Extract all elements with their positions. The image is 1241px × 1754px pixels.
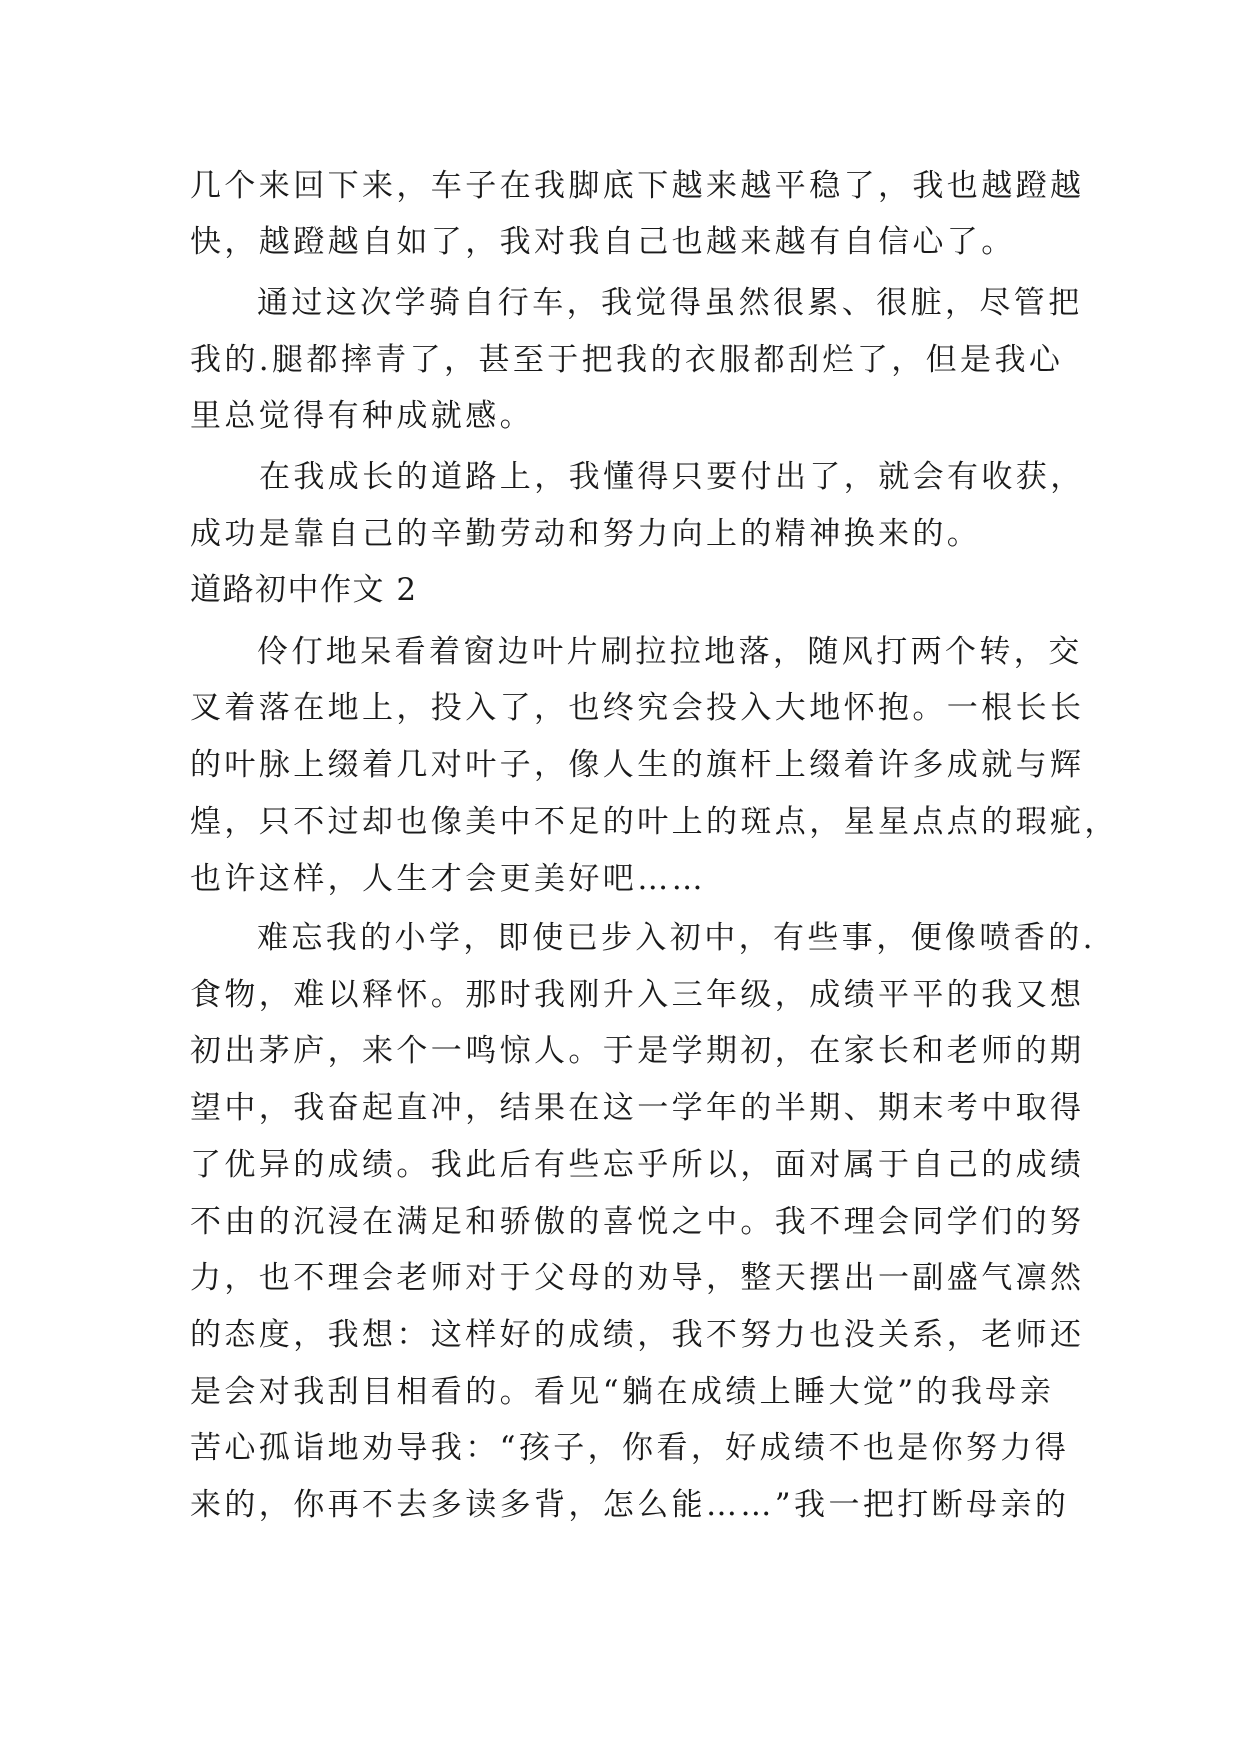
text-line: 我的.腿都摔青了，甚至于把我的衣服都刮烂了，但是我心 xyxy=(190,342,1064,378)
text-line: 通过这次学骑自行车，我觉得虽然很累、很脏，尽管把 xyxy=(257,285,1083,321)
text-line: 几个来回下来，车子在我脚底下越来越平稳了，我也越蹬越 xyxy=(190,168,1085,204)
text-line: 不由的沉浸在满足和骄傲的喜悦之中。我不理会同学们的努 xyxy=(190,1204,1085,1240)
text-line: 叉着落在地上，投入了，也终究会投入大地怀抱。一根长长 xyxy=(190,690,1085,726)
text-line: 的态度，我想：这样好的成绩，我不努力也没关系，老师还 xyxy=(190,1317,1085,1353)
section-heading: 道路初中作文 2 xyxy=(190,572,418,608)
text-line: 食物，难以释怀。那时我刚升入三年级，成绩平平的我又想 xyxy=(190,977,1085,1013)
text-line: 在我成长的道路上，我懂得只要付出了，就会有收获， xyxy=(259,459,1085,495)
text-line: 的叶脉上缀着几对叶子，像人生的旗杆上缀着许多成就与辉 xyxy=(190,747,1085,783)
text-line: 望中，我奋起直冲，结果在这一学年的半期、期末考中取得 xyxy=(190,1090,1085,1126)
text-line: 煌，只不过却也像美中不足的叶上的斑点，星星点点的瑕疵， xyxy=(190,804,1119,840)
text-line: 快，越蹬越自如了，我对我自己也越来越有自信心了。 xyxy=(190,224,1016,260)
text-line: 了优异的成绩。我此后有些忘乎所以，面对属于自己的成绩 xyxy=(190,1147,1085,1183)
text-line: 里总觉得有种成就感。 xyxy=(190,398,534,434)
text-line: 伶仃地呆看着窗边叶片刷拉拉地落，随风打两个转，交 xyxy=(257,634,1083,670)
text-line: 成功是靠自己的辛勤劳动和努力向上的精神换来的。 xyxy=(190,516,982,552)
text-line: 初出茅庐，来个一鸣惊人。于是学期初，在家长和老师的期 xyxy=(190,1033,1085,1069)
text-line: 难忘我的小学，即使已步入初中，有些事，便像喷香的. xyxy=(257,920,1096,956)
text-line: 力，也不理会老师对于父母的劝导，整天摆出一副盛气凛然 xyxy=(190,1260,1085,1296)
text-line: 也许这样，人生才会更美好吧…… xyxy=(190,861,706,897)
text-line: 是会对我刮目相看的。看见“躺在成绩上睡大觉”的我母亲 xyxy=(190,1374,1055,1410)
text-line: 苦心孤诣地劝导我：“孩子，你看，好成绩不也是你努力得 xyxy=(190,1430,1070,1466)
text-line: 来的，你再不去多读多背，怎么能……”我一把打断母亲的 xyxy=(190,1487,1070,1523)
